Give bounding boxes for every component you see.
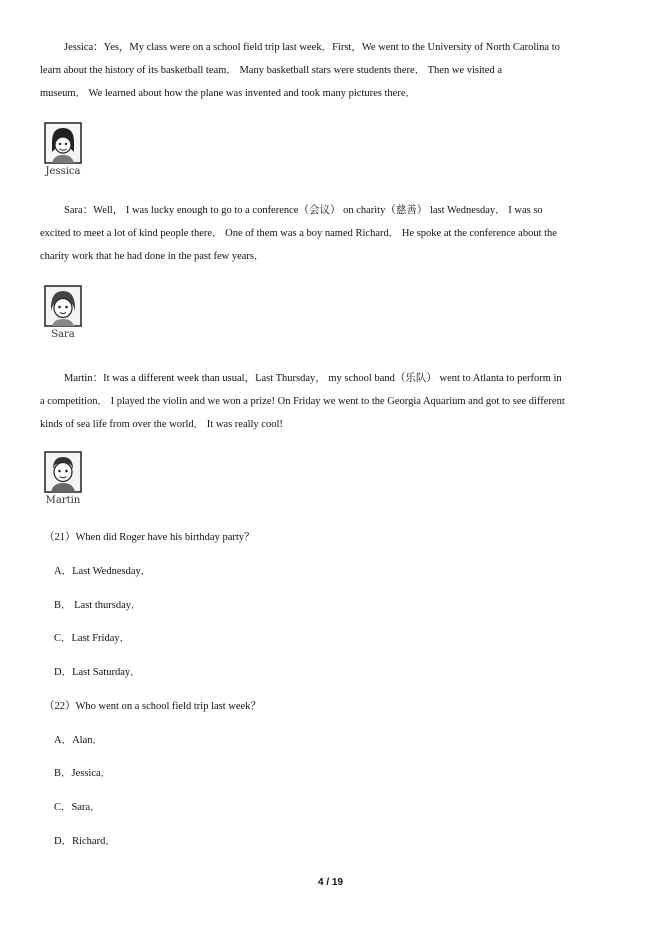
- avatar-caption: Martin: [45, 495, 81, 506]
- option-22-a[interactable]: A．Alan．: [54, 735, 103, 746]
- passage-line: learn about the history of its basketball team． Many basketball stars were students there． Then we visited a: [40, 65, 502, 76]
- passage-jessica: [40, 36, 624, 105]
- passage-line: a competition． I played the violin and we won a prize! On Friday we went to the Georgia Aquarium and got to see different: [40, 396, 565, 407]
- avatar-sara: [42, 285, 84, 341]
- option-21-a[interactable]: A．Last Wednesday．: [54, 566, 152, 577]
- passage-line: kinds of sea life from over the world． It was really cool!: [40, 419, 283, 430]
- passage-line: excited to meet a lot of kind people there． One of them was a boy named Richard． He spoke at the conference about the: [40, 228, 557, 239]
- passage-sara: [40, 199, 624, 268]
- question-22: （22）Who went on a school field trip last week？: [44, 701, 261, 712]
- question-21: （21）When did Roger have his birthday party？: [44, 532, 255, 543]
- avatar-jessica: [42, 122, 84, 178]
- avatar-martin: [42, 451, 84, 507]
- option-21-b[interactable]: B． Last thursday．: [54, 600, 142, 611]
- passage-line: museum． We learned about how the plane was invented and took many pictures there．: [40, 88, 416, 99]
- option-22-c[interactable]: C．Sara．: [54, 802, 101, 813]
- option-21-c[interactable]: C．Last Friday．: [54, 633, 131, 644]
- avatar-caption: Jessica: [45, 166, 81, 177]
- boy-portrait-icon: [44, 451, 82, 493]
- page-indicator: 4 / 19: [317, 877, 344, 888]
- avatar-caption: Sara: [51, 329, 75, 340]
- option-21-d[interactable]: D．Last Saturday．: [54, 667, 141, 678]
- option-22-b[interactable]: B．Jessica．: [54, 768, 112, 779]
- passage-martin: [40, 367, 624, 436]
- option-22-d[interactable]: D．Richard．: [54, 836, 116, 847]
- passage-line: Jessica：Yes，My class were on a school field trip last week．First，We went to the University of North Carolina to: [64, 42, 560, 53]
- girl-portrait-icon: [44, 285, 82, 327]
- passage-line: charity work that he had done in the past few years．: [40, 251, 265, 262]
- passage-line: Sara：Well， I was lucky enough to go to a conference（会议） on charity（慈善） last Wednesday． I was so: [64, 205, 543, 216]
- passage-line: Martin：It was a different week than usual，Last Thursday， my school band（乐队） went to Atlanta to perform in: [64, 373, 562, 384]
- girl-portrait-icon: [44, 122, 82, 164]
